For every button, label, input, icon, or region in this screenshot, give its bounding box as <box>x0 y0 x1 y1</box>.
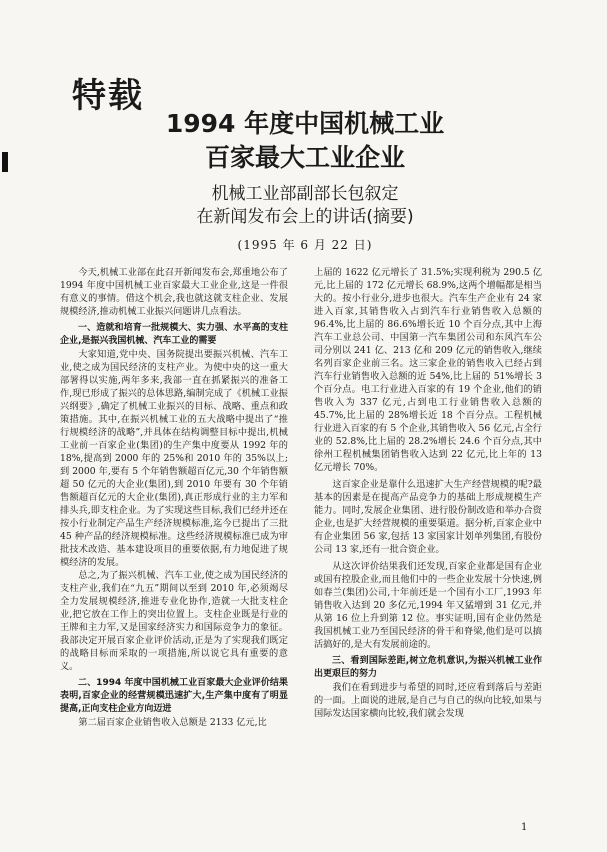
title-line-1: 1994 年度中国机械工业 <box>165 109 445 138</box>
subtitle-line-2: 在新闻发布会上的讲话(摘要) <box>196 207 414 227</box>
section-heading-3: 三、看到国际差距,树立危机意识,为振兴机械工业作出更艰巨的努力 <box>314 656 542 679</box>
right-column <box>314 266 542 720</box>
paragraph-continued: 上届的 1622 亿元增长了 31.5%;实现利税为 290.5 亿元,比上届的 172 亿元增长 68.9%,这两个增幅都是相当大的。按小行业分,进步也很大。汽车生产企业有 24 家进入百家,其销售收入占到汽车行业销售收入总额的 96.4%,比上届的 86.6%增长近 10 个百分点,其中上海汽车工业总公司、中国第一汽车集团公司和东风汽车公司分别以 241 亿、213 亿和 209 亿元的销售收入,继续名列百家企业前三名。这三家企业的销售收入已经占到汽车行业销售收入总额的近 54%,比上届的 51%增长 3 个百分点。电工行业进入百家的有 19 个企业,他们的销售收入为 337 亿元,占到电工行业销售收入总额的 45.7%,比上届的 28%增长近 18 个百分点。工程机械行业进入百家的有 5 个企业,其销售收入 56 亿元,占全行业的 52.8%,比上届的 28.2%增长 24.6 个百分点,其中徐州工程机械集团销售收入达到 22 亿元,比上年的 13 亿元增长 70%。 <box>314 267 542 473</box>
title-line-2: 百家最大工业企业 <box>204 143 405 172</box>
paragraph: 从这次评价结果我们还发现,百家企业都是国有企业或国有控股企业,而且他们中的一些企业发展十分快速,例如春兰(集团)公司,十年前还是一个国有小工厂,1993 年销售收入达到 20 多亿元,1994 年又猛增到 31 亿元,并从第 16 位上升到第 12 位。事实证明,国有企业仍然是我国机械工业乃至国民经济的骨干和脊梁,他们是可以搞活搞好的,是大有发展前途的。 <box>314 561 542 650</box>
paragraph: 第二届百家企业销售收入总额是 2133 亿元,比 <box>78 717 267 728</box>
paragraph: 今天,机械工业部在此召开新闻发布会,郑重地公布了 1994 年度中国机械工业百家最大工业企业,这是一件很有意义的事情。借这个机会,我也就这就支柱企业、发展规模经济,推动机械工业振兴问题讲几点看法。 <box>60 267 288 317</box>
left-column <box>60 266 288 729</box>
section-heading-1: 一、造就和培育一批规模大、实力强、水平高的支柱企业,是振兴我国机械、汽车工业的需要 <box>60 323 288 346</box>
margin-mark <box>2 152 8 172</box>
paragraph: 我们在看到进步与希望的同时,还应看到落后与差距的一面。上面说的进展,是自己与自己的纵向比较,如果与国际发达国家横向比较,我们就会发现 <box>314 682 542 719</box>
paragraph: 大家知道,党中央、国务院提出要振兴机械、汽车工业,使之成为国民经济的支柱产业。为使中央的这一重大部署得以实施,两年多来,我部一直在抓紧振兴的准备工作,现已形成了振兴的总体思路,编制完成了《机械工业振兴纲要》,确定了机械工业振兴的目标、战略、重点和政策措施。其中,在振兴机械工业的五大战略中提出了“推行规模经济的战略”,并具体在结构调整目标中提出,机械工业前一百家企业(集团)的生产集中度要从 1992 年的 18%,提高到 2000 年的 25%和 2010 年的 35%以上;到 2000 年,要有 5 个年销售额超百亿元,30 个年销售额超 50 亿元的大企业(集团),到 2010 年要有 30 个年销售额超百亿元的大企业(集团),真正形成行业的主力军和排头兵,即支柱企业。为了实现这些目标,我们已经并还在按小行业制定产品生产经济规模标准,迄今已提出了三批 45 种产品的经济规模标准。这些经济规模标准已成为审批技术改造、基本建设项目的重要依据,有力地促进了规模经济的发展。 <box>60 349 288 568</box>
subtitle-line-1: 机械工业部副部长包叙定 <box>211 184 399 204</box>
section-heading-2: 二、1994 年度中国机械工业百家最大企业评价结果表明,百家企业的经营规模迅速扩大,生产集中度有了明显提高,正向支柱企业方向迈进 <box>60 678 288 714</box>
paragraph: 这百家企业是靠什么迅速扩大生产经营规模的呢?最基本的因素是在提高产品竞争力的基础上形成规模生产能力。同时,发展企业集团、进行股份制改造和举办合资企业,也是扩大经营规模的重要渠道。据分析,百家企业中有企业集团 56 家,包括 13 家国家计划单列集团,有股份公司 13 家,还有一批合资企业。 <box>314 479 542 555</box>
section-tag: 特载 <box>72 76 144 116</box>
paragraph: 总之,为了振兴机械、汽车工业,使之成为国民经济的支柱产业,我们在“九五”期间以至到 2010 年,必须竭尽全力发展规模经济,推进专业化协作,造就一大批支柱企业,把它放在工作上的突出位置上。支柱企业既是行业的王牌和主力军,又是国家经济实力和国际竞争力的象征。我部决定开展百家企业评价活动,正是为了实现我们既定的战略目标而采取的一项措施,所以说它具有重要的意义。 <box>60 570 288 672</box>
page-number: 1 <box>521 822 528 833</box>
speech-date: (1995 年 6 月 22 日) <box>237 238 373 252</box>
